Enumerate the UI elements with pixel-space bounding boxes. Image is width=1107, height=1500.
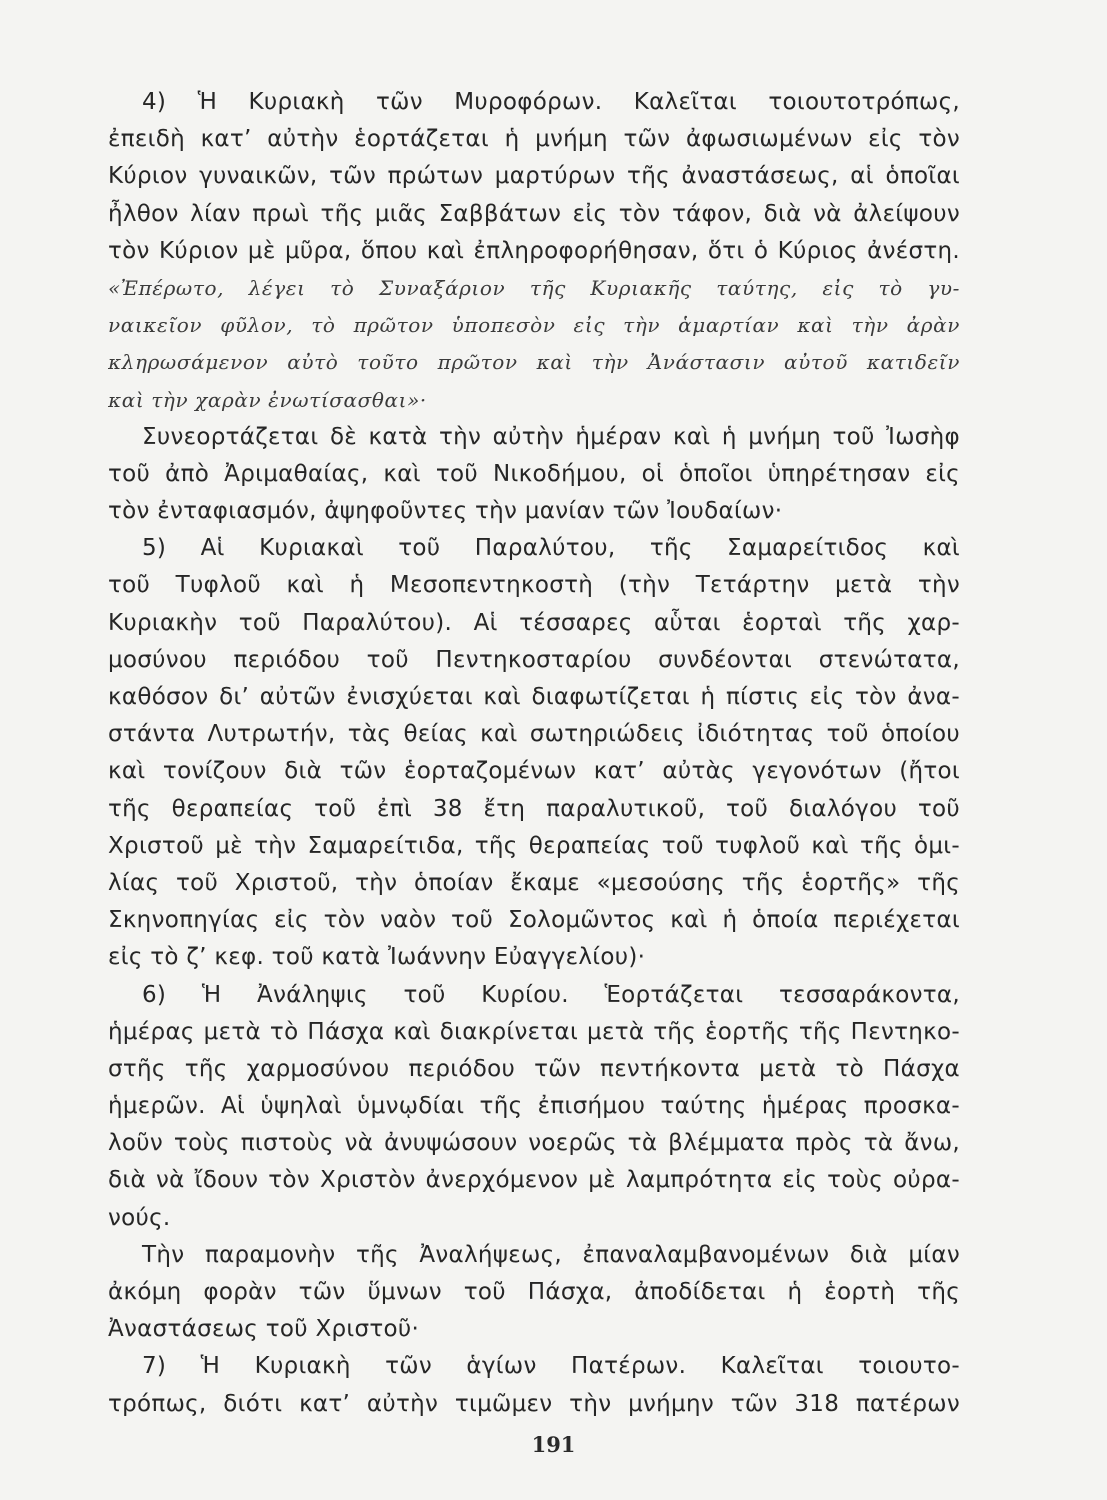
text-line: Τὴν παραμονὴν τῆς Ἀναλήψεως, ἐπαναλαμβανομένων διὰ μίαν bbox=[142, 1241, 960, 1268]
text-line: 6) Ἡ Ἀνάληψις τοῦ Κυρίου. Ἑορτάζεται τεσσαράκοντα, bbox=[142, 981, 960, 1008]
text-line: τοῦ ἀπὸ Ἀριμαθαίας, καὶ τοῦ Νικοδήμου, οἱ ὁποῖοι ὑπηρέτησαν εἰς bbox=[108, 460, 960, 487]
text-line: ἐπειδὴ κατ’ αὐτὴν ἑορτάζεται ἡ μνήμη τῶν ἀφωσιωμένων εἰς τὸν bbox=[108, 126, 960, 153]
text-line: εἰς τὸ ζ’ κεφ. τοῦ κατὰ Ἰωάννην Εὐαγγελίου)· bbox=[108, 944, 646, 971]
text-line: ἦλθον λίαν πρωὶ τῆς μιᾶς Σαββάτων εἰς τὸν τάφον, διὰ νὰ ἀλείψουν bbox=[108, 200, 960, 227]
quote-line: «Ἐπέρωτο, λέγει τὸ Συναξάριον τῆς Κυριακῆς ταύτης, εἰς τὸ γυ- bbox=[108, 275, 960, 300]
text-line: Κύριον γυναικῶν, τῶν πρώτων μαρτύρων τῆς ἀναστάσεως, αἱ ὁποῖαι bbox=[108, 163, 960, 190]
text-line: στάντα Λυτρωτήν, τὰς θείας καὶ σωτηριώδεις ἰδιότητας τοῦ ὁποίου bbox=[108, 721, 960, 748]
text-line: τὸν Κύριον μὲ μῦρα, ὅπου καὶ ἐπληροφορήθησαν, ὅτι ὁ Κύριος ἀνέστη. bbox=[108, 237, 960, 264]
text-line: 4) Ἡ Κυριακὴ τῶν Μυροφόρων. Καλεῖται τοιουτοτρόπως, bbox=[142, 89, 960, 115]
text-line: ἀκόμη φορὰν τῶν ὕμνων τοῦ Πάσχα, ἀποδίδεται ἡ ἑορτὴ τῆς bbox=[108, 1279, 960, 1305]
text-line: τῆς θεραπείας τοῦ ἐπὶ 38 ἔτη παραλυτικοῦ, τοῦ διαλόγου τοῦ bbox=[108, 795, 960, 822]
quote-line: ναικεῖον φῦλον, τὸ πρῶτον ὑποπεσὸν εἰς τὴν ἁμαρτίαν καὶ τὴν ἀρὰν bbox=[108, 313, 960, 338]
text-line: στῆς τῆς χαρμοσύνου περιόδου τῶν πεντήκοντα μετὰ τὸ Πάσχα bbox=[108, 1055, 960, 1082]
text-line: μοσύνου περιόδου τοῦ Πεντηκοσταρίου συνδέονται στενώτατα, bbox=[108, 646, 960, 673]
text-line: διὰ νὰ ἴδουν τὸν Χριστὸν ἀνερχόμενον μὲ λαμπρότητα εἰς τοὺς οὐρα- bbox=[108, 1167, 960, 1194]
text-line: τοῦ Τυφλοῦ καὶ ἡ Μεσοπεντηκοστὴ (τὴν Τετάρτην μετὰ τὴν bbox=[108, 572, 960, 599]
text-line: λίας τοῦ Χριστοῦ, τὴν ὁποίαν ἔκαμε «μεσούσης τῆς ἑορτῆς» τῆς bbox=[108, 869, 960, 896]
text-line: Κυριακὴν τοῦ Παραλύτου). Αἱ τέσσαρες αὗται ἑορταὶ τῆς χαρ- bbox=[108, 609, 960, 636]
text-line: νούς. bbox=[108, 1204, 171, 1231]
text-line: ἡμερῶν. Αἱ ὑψηλαὶ ὑμνῳδίαι τῆς ἐπισήμου ταύτης ἡμέρας προσκα- bbox=[108, 1093, 960, 1120]
text-line: καθόσον δι’ αὐτῶν ἐνισχύεται καὶ διαφωτίζεται ἡ πίστις εἰς τὸν ἀνα- bbox=[108, 684, 960, 710]
text-line: Ἀναστάσεως τοῦ Χριστοῦ· bbox=[108, 1316, 420, 1343]
text-line: λοῦν τοὺς πιστοὺς νὰ ἀνυψώσουν νοερῶς τὰ βλέμματα πρὸς τὰ ἄνω, bbox=[108, 1130, 960, 1157]
text-line: Σκηνοπηγίας εἰς τὸν ναὸν τοῦ Σολομῶντος καὶ ἡ ὁποία περιέχεται bbox=[108, 907, 960, 934]
body-text bbox=[108, 84, 960, 1423]
quote-line: καὶ τὴν χαρὰν ἐνωτίσασθαι»· bbox=[108, 387, 427, 412]
text-line: Συνεορτάζεται δὲ κατὰ τὴν αὐτὴν ἡμέραν καὶ ἡ μνήμη τοῦ Ἰωσὴφ bbox=[142, 423, 960, 450]
page-number: 191 bbox=[531, 1432, 576, 1457]
text-line: τρόπως, διότι κατ’ αὐτὴν τιμῶμεν τὴν μνήμην τῶν 318 πατέρων bbox=[108, 1390, 960, 1417]
text-line: 5) Αἱ Κυριακαὶ τοῦ Παραλύτου, τῆς Σαμαρείτιδος καὶ bbox=[142, 535, 960, 562]
text-line: 7) Ἡ Κυριακὴ τῶν ἁγίων Πατέρων. Καλεῖται τοιουτο- bbox=[142, 1353, 960, 1380]
quote-line: κληρωσάμενον αὐτὸ τοῦτο πρῶτον καὶ τὴν Ἀνάστασιν αὐτοῦ κατιδεῖν bbox=[108, 350, 960, 375]
text-line: ἡμέρας μετὰ τὸ Πάσχα καὶ διακρίνεται μετὰ τῆς ἑορτῆς τῆς Πεντηκο- bbox=[108, 1018, 960, 1045]
text-line: καὶ τονίζουν διὰ τῶν ἑορταζομένων κατ’ αὐτὰς γεγονότων (ἤτοι bbox=[108, 758, 960, 785]
text-line: Χριστοῦ μὲ τὴν Σαμαρείτιδα, τῆς θεραπείας τοῦ τυφλοῦ καὶ τῆς ὁμι- bbox=[108, 832, 960, 859]
text-line: τὸν ἐνταφιασμόν, ἀψηφοῦντες τὴν μανίαν τῶν Ἰουδαίων· bbox=[108, 498, 783, 525]
